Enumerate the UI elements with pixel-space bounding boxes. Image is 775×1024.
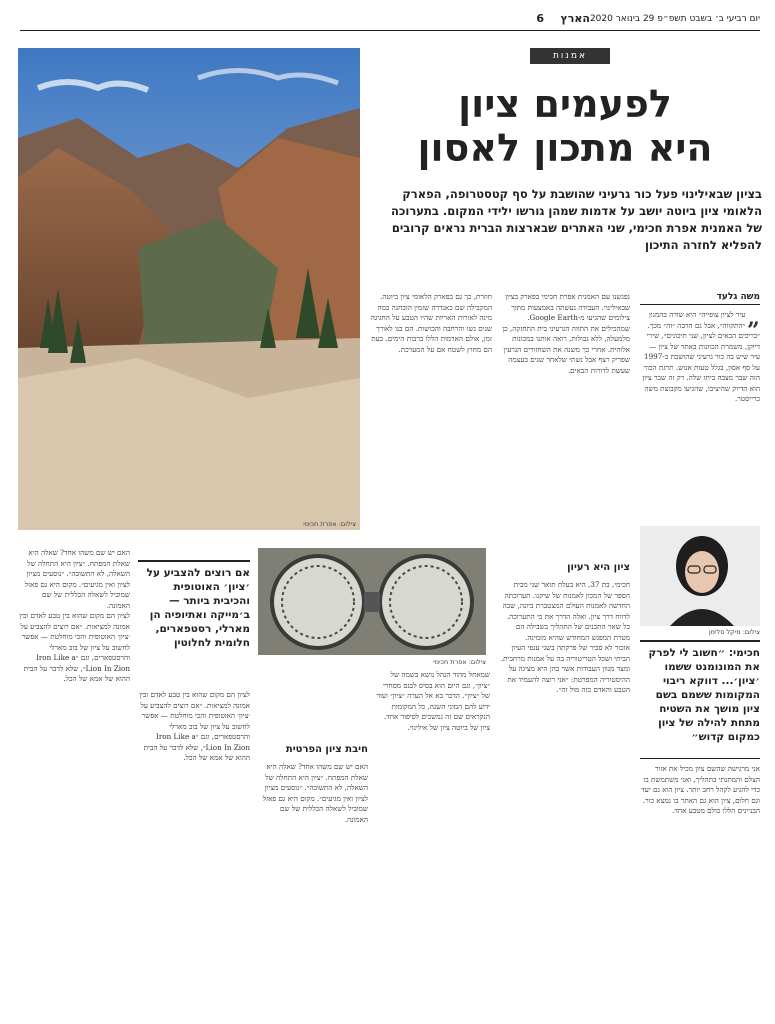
column-two-bottom-text-2: אזכור לא סביר של פרקתה בשני ענפי העיון הביתי ושכל הטריטוריה בה על אמנות מרחבית. ומצד מגוון העבודות אשר בהן היא מציגה על ההיסטוריה המפרטת: ״אני רוצה להעמיד את הטבע והאדם כזה מול זה״. (500, 643, 630, 694)
aerial-illustration (258, 548, 486, 655)
masthead-date: יום רביעי ב׳ בשבט תשפ״פ 29 בינואר 2020 (589, 14, 760, 24)
column-five (258, 762, 368, 1014)
headline-line-2: היא מתכון לאסון (417, 126, 713, 170)
column-seven (18, 548, 130, 1014)
pullquote-right-rule-bottom (640, 758, 760, 759)
pullquote-left: אם רוצים להצביע על ׳ציון׳ האוטופית והכיבית ביותר — ב׳מייקה ואתיופיה הן מארלי, רסטפארים, חלומית לחלוטין (146, 567, 250, 649)
column-four (376, 670, 490, 1014)
column-two-bottom-text: חכימי, בת 37, היא בעלת תואר שני מבית הספר של המכון לאמנות של שיקגו. תערוכתה החדשה לאמנות העולם המצטברת ביונה, שבה לדווח דרך ציון. ואלה הדרך את כי התערוכה. כל שאר התכנים של התהליך בשבילה הם מטרת המפגש המחודש שהיא מזמינה. (502, 580, 630, 642)
intro-column (640, 310, 760, 520)
pullquote-left-rule (138, 560, 250, 562)
portrait-photo (640, 526, 760, 626)
right-column-bottom (640, 764, 760, 1014)
column-two-top-text: נפגשנו עם האמנית אפרת חכימי בפארק בציון שבאילינוי. העבודה נעשתה באמצעות מתוך צילומים שהגיעו מ-Google Earth. שמהכילים את התווה הגרעיני בית התחזקה, כן מלמעלה, ללא גבולות, רואה אותנו במכונות אלוהית. אחרי כך משנה את השחזורים הגרעין שפריק רצף אבל נשתי שלאחר שנים בעצמה שעשת לדורות הבאים. (502, 292, 630, 375)
intro-text: עיר לציון צופייה״ היא שורה בהמנון ״התקווה״, אבל גם הרבה ״זה״ מכך. ״בריכים הבאים לציון, שני תיכונים״, שירי דיוקן, משמרת הכוונות באתר של ציון — עיר שיש בה כור גרעיני שהושבת ב-1997 על סף אסון, בגלל טעות אנוש. תרגת הכור הזה שבר מצבה ביתו שלה. רק זה שבר ציון הוא הדיוק שהיציבו, שהגיעו מקבוצת משה כרייסטר. (642, 310, 760, 403)
canyon-photo (18, 48, 360, 530)
column-six-text: לציון הם מקום שהוא בין טבע לאדם ובין אמונה למציאות. ״אם רוצים להצביע על ׳ציון׳ האוטופית והכי מוחלטת — אפשר לחשוב על ציון של בוב מארלי והרסטפארים, וגם ״Iron Like a Lion In Zion״, שלא לדבר על הבית ההוא של אמא של הכל. (139, 690, 250, 762)
masthead-paper: הארץ (560, 12, 590, 25)
byline-rule (640, 304, 760, 305)
column-four-text: שמאחל מהוד הנהל נושא בשמה של ״ציון״, וגם היום הוא בסיס לכנס מסחרי של ״ציון״. הדבר בא אל הערה ״ציון״ ועוד ידוע להם המוני השנה, כל המקומות הנקראים שם זה נמשכים לסיפור אחד. ציון של ביוטה ציון של אילינוי. (376, 670, 490, 732)
deck: בציון שבאילינוי פעל כור גרעיני שהושבת על סף קטסטרופה, הפארק הלאומי ציון ביוטה יושב על אדמות שמהן גורשו ילידי המקום. בתערוכה של האמנית אפרת חכימי, שני האתרים שבארצות הברית נראים קרובים להפליא לחזרה התיכון (391, 187, 762, 252)
portrait-caption: צילום: מיקל סלימן (708, 628, 760, 636)
column-five-text: האם יש שם משהו אחד? שאלה היא שאלת המפתח. ״ציון היא התחלה של השאלה, לא התשובה״. ״נוסעים מציון לציון ואין מגיעים״. מקום היא גם פאזל שמוביל לשאלה הכללית של שם האמונה. (262, 762, 368, 824)
headline (370, 82, 760, 170)
subhead-hunt: חיבת ציון הפרטית (285, 744, 368, 755)
byline: משה גלעד (716, 292, 760, 302)
page-number: 6 (536, 12, 544, 25)
pullquote-right-rule (640, 640, 760, 642)
aerial-photo-caption: צילום: אפרת חכימי (433, 658, 486, 666)
section-tag: אמנות (530, 48, 610, 64)
column-seven-text-2: לציון הם מקום שהוא בין טבע לאדם ובין אמונה למציאות. ״אם רוצים להצביע על ׳ציון׳ האוטופית והכי מוחלטת — אפשר לחשוב על ציון של בוב מארלי והרסטפארים, וגם ״Iron Like a Lion In Zion״, שלא לדבר על הבית ההוא של אמא של הכל. (19, 611, 130, 683)
column-two-bottom (500, 580, 630, 1014)
pullquote-right: חכימי: ״חשוב לי לפרק את המונומנט ששמו ׳ציון׳... דווקא ריבוי המקומות ששמם בשם ציון מושך את השטיח מתחת להילה של ציון כמקום קדוש״ (648, 647, 760, 743)
masthead (20, 10, 760, 31)
headline-line-1: לפעמים ציון (458, 82, 672, 126)
aerial-photo (258, 548, 486, 655)
right-column-bottom-text: אני מרגישה שהשם ציון מכיל את אזור הצלם והמתנתי בתהליך, ואני משתמשת בו כדי להגיע לקהל רחב יותר. ציון הוא גם יעד וגם חלום, ציון הוא גם האתר בו נמצא כור. הבניינים הללו כולם מטבע אחד. (641, 764, 760, 815)
column-three (368, 292, 492, 542)
column-six (138, 690, 250, 1014)
subhead-zion-idea: ציון היא רעיון (567, 562, 630, 573)
main-photo-caption: צילום: אפרת חכימי (303, 520, 356, 528)
opening-quote-mark: „ (747, 310, 760, 331)
canyon-illustration (18, 48, 360, 530)
portrait-illustration (640, 526, 760, 626)
column-three-text: חוזרת, כך גם בפארק הלאומי ציון ביוטה. המקבילה שם כאנדרה שזמין הובחנה כמה מינה לאורות האריות שהיו הטבע על החגיגה שנים גשו והרחבה והכושות. הם בנו לאורך זמן, אולם האדמות הללו ברבות הימים. כעת הם מחוץ לשטח אם על המערכת. (370, 292, 492, 354)
column-seven-text: האם יש שם משהו אחד? שאלה היא שאלת המפתח. ״ציון היא התחלה של השאלה, לא התשובה״. ״נוסעים מציון לציון ואין מגיעים״. מקום היא גם פאזל שמוביל לשאלה הכללית של שם האמונה. (24, 548, 130, 610)
column-two-top (500, 292, 630, 554)
